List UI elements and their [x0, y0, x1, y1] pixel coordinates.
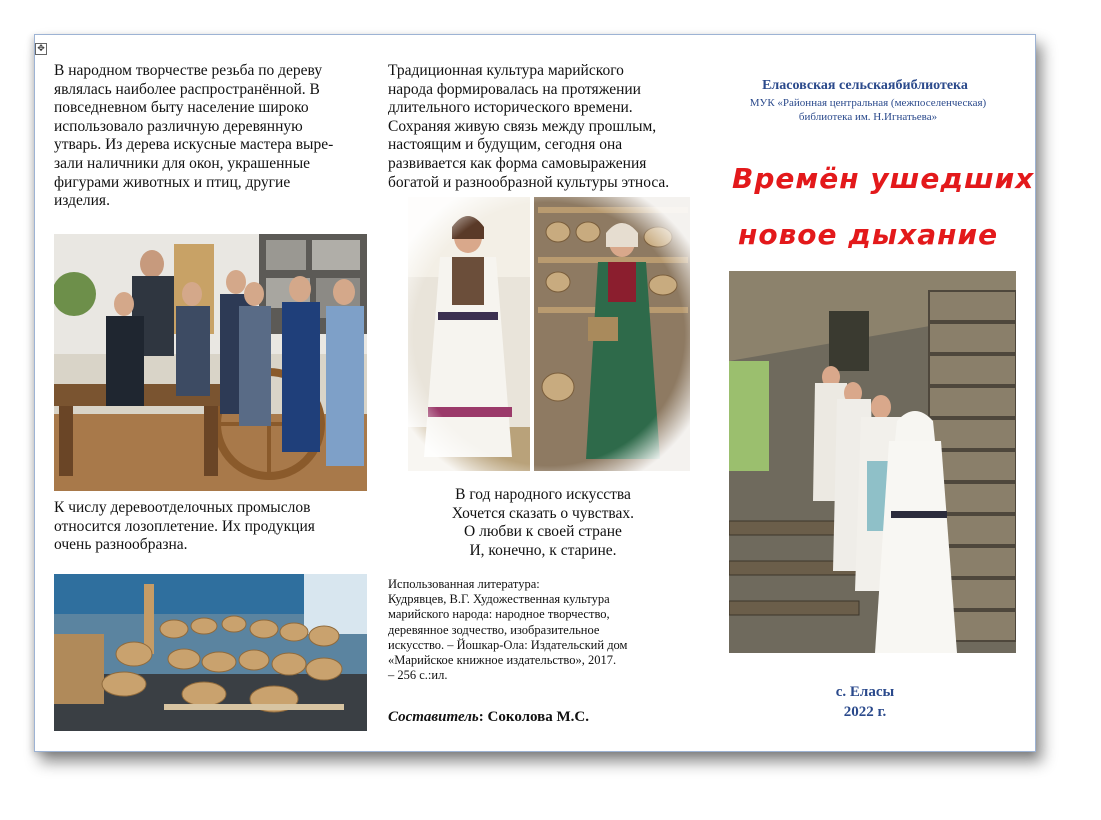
col2-paragraph	[388, 62, 698, 192]
photo-wicker-baskets	[54, 574, 367, 731]
poem-line: В год народного искусства	[455, 486, 631, 503]
title-line-1: Времён ушедших	[732, 162, 1035, 195]
library-subtitle	[718, 96, 1018, 124]
literature-line: искусство. – Йошкар-Ола: Издательский дом	[388, 637, 628, 652]
line: К числу деревоотделочных промыслов	[54, 499, 311, 516]
line: изделия.	[54, 192, 110, 210]
literature-line: марийского народа: народное творчество,	[388, 607, 610, 622]
title-line-2: новое дыхание	[738, 218, 999, 251]
col1-paragraph-1	[54, 62, 358, 211]
poem-line: И, конечно, к старине.	[469, 541, 617, 559]
col1-paragraph-2	[54, 499, 358, 555]
table-move-handle-icon[interactable]: ✥	[35, 43, 47, 55]
line: использовало различную деревянную	[54, 117, 303, 135]
poem	[388, 486, 698, 560]
line: народа формировалась на протяжении	[388, 80, 641, 98]
photo-women-log-house	[729, 271, 1016, 653]
literature-heading: Использованная литература:	[388, 577, 540, 591]
village-name: с. Еласы	[835, 684, 895, 700]
literature-list	[388, 577, 698, 683]
place-and-year	[730, 682, 1000, 722]
photo-woodturning-workshop	[54, 234, 367, 491]
line: утварь. Из дерева искусные мастера выре-	[54, 136, 334, 154]
library-name: Еласовская сельскаябиблиотека	[762, 78, 968, 93]
line: богатой и разнообразной культуры этноса.	[388, 173, 670, 191]
library-subtitle-line: МУК «Районная центральная (межпоселенческая)	[749, 97, 987, 109]
line: длительного исторического времени.	[388, 99, 633, 117]
line: повседневном быту население широко	[54, 99, 309, 117]
literature-line: – 256 с.:ил.	[388, 668, 448, 683]
line: Традиционная культура марийского	[388, 62, 624, 79]
literature-line: деревянное зодчество, изобразительное	[388, 622, 600, 637]
line: относится лозоплетение. Их продукция	[54, 517, 315, 535]
literature-line: «Марийское книжное издательство», 2017.	[388, 653, 617, 668]
poem-line: Хочется сказать о чувствах.	[451, 504, 635, 522]
compiler-credit	[388, 708, 698, 727]
line: настоящим и будущим, сегодня она	[388, 136, 623, 154]
year: 2022 г.	[843, 704, 887, 720]
compiler-label: Составитель	[388, 709, 479, 725]
literature-line: Кудрявцев, В.Г. Художественная культура	[388, 592, 610, 607]
line: зали наличники для окон, украшенные	[54, 154, 310, 172]
line: очень разнообразна.	[54, 536, 188, 554]
poem-line: О любви к своей стране	[464, 523, 622, 541]
line: развивается как форма самовыражения	[388, 154, 647, 172]
compiler-name: : Соколова М.С.	[478, 709, 590, 725]
photo-mari-women-costumes	[408, 197, 690, 471]
line: Сохраняя живую связь между прошлым,	[388, 117, 657, 135]
line: В народном творчестве резьба по дереву	[54, 62, 323, 79]
line: фигурами животных и птиц, другие	[54, 173, 291, 191]
line: являлась наиболее распространённой. В	[54, 80, 320, 98]
library-subtitle-line: библиотека им. Н.Игнатьева»	[798, 111, 938, 123]
